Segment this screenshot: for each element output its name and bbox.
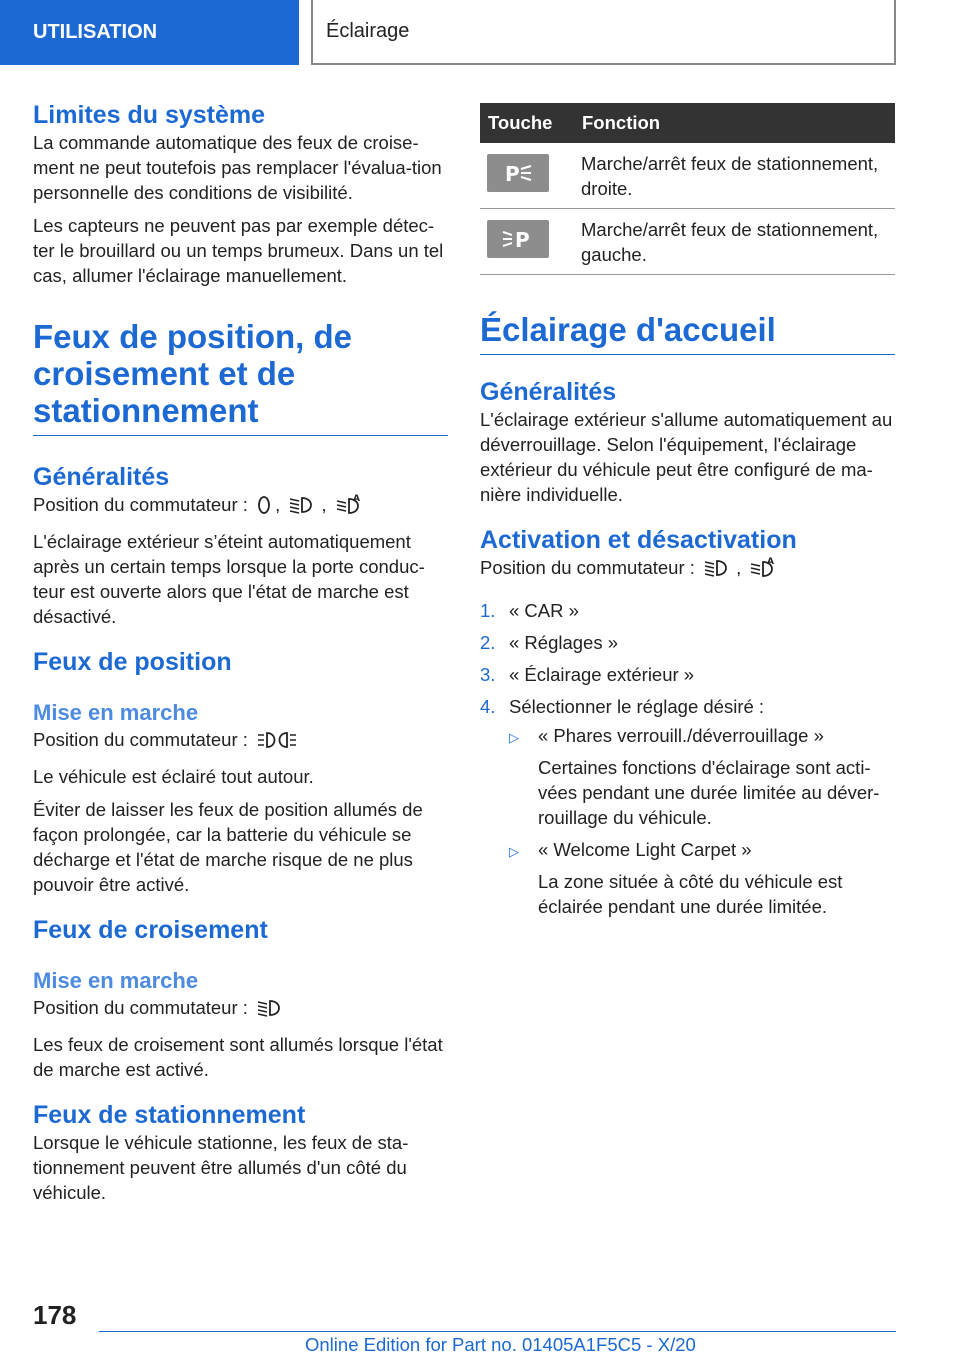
auto-light-icon	[335, 493, 365, 521]
welcome-general-title: Généralités	[480, 378, 617, 406]
page-number: 178	[33, 1300, 77, 1330]
svg-text:P: P	[515, 228, 530, 252]
table-cell-function: Marche/arrêt feux de stationnement, droite.	[574, 143, 895, 209]
low-beam-paragraph: Les feux de croisement sont allumés lorsque l'état de marche est activé.	[33, 1034, 443, 1080]
low-beam-switch-line	[33, 995, 448, 1024]
footer-divider	[99, 1331, 896, 1332]
table-header-row	[480, 103, 895, 143]
activation-switch-label: Position du commutateur :	[480, 557, 695, 578]
auto-light-icon	[749, 556, 779, 584]
position-lights-icon	[256, 730, 298, 756]
chapter-label: Éclairage	[326, 20, 410, 42]
parking-light-right-icon	[487, 154, 549, 192]
low-beam-switch-on-title: Mise en marche	[33, 968, 199, 993]
general-title: Généralités	[33, 463, 170, 491]
general-switch-label: Position du commutateur :	[33, 494, 248, 515]
left-column	[33, 100, 448, 1205]
system-limits-p2: Les capteurs ne peuvent pas par exemple détec-ter le brouillard ou un temps brumeux. Dans un tel cas, allumer l'éclairage manuellement.	[33, 215, 444, 286]
general-paragraph: L'éclairage extérieur s’éteint automatiquement après un certain temps lorsque la porte conduc-teur est ouverte alors que l'état de marche est désactivé.	[33, 531, 425, 627]
low-beam-switch-label: Position du commutateur :	[33, 997, 248, 1018]
right-column	[480, 103, 895, 933]
position-switch-label: Position du commutateur :	[33, 729, 248, 750]
system-limits-title: Limites du système	[33, 101, 266, 129]
parking-light-left-icon	[487, 220, 549, 258]
edition-note: Online Edition for Part no. 01405A1F5C5 - X/20	[305, 1334, 696, 1355]
section-tab	[0, 0, 299, 65]
steps-list	[480, 598, 895, 926]
position-paragraph-1: Le véhicule est éclairé tout autour.	[33, 766, 314, 787]
parking-lights-title: Feux de stationnement	[33, 1101, 306, 1129]
chapter-tab	[311, 0, 896, 65]
triangle-bullet-icon: ▷	[509, 730, 519, 745]
triangle-bullet-icon: ▷	[509, 844, 519, 859]
list-item: 3. « Éclairage extérieur »	[480, 664, 695, 685]
position-switch-on-title: Mise en marche	[33, 700, 199, 725]
svg-text:A: A	[352, 494, 360, 504]
list-item: ▷ « Phares verrouill./déverrouillage » Certaines fonctions d'éclairage sont acti-vées pendant une durée limitée au déver-rouillage du véhicule.	[509, 725, 880, 828]
list-item: 2. « Réglages »	[480, 632, 619, 653]
low-beam-switch-icon	[256, 998, 286, 1024]
table-cell-function: Marche/arrêt feux de stationnement, gauche.	[574, 209, 895, 275]
parking-lights-paragraph: Lorsque le véhicule stationne, les feux de sta-tionnement peuvent être allumés d'un côté du véhicule.	[33, 1132, 409, 1203]
low-beam-icon	[288, 495, 318, 521]
low-beam-icon	[703, 558, 733, 584]
activation-title: Activation et désactivation	[480, 526, 797, 554]
table-header-function: Fonction	[574, 103, 895, 143]
table-header-key: Touche	[480, 103, 574, 143]
sub-options-list	[509, 723, 895, 926]
low-beam-title: Feux de croisement	[33, 916, 268, 944]
list-item: 4. Sélectionner le réglage désiré : ▷ « Phares verrouill./déverrouillage » Certaines fonctions d'éclairage sont acti-vées pendant une durée limitée au déver-rouillage du véhicule. ▷ « Welcome Light Carpet » La zone située à côté du véhicule est éclairée pendant une durée limitée.	[480, 694, 895, 926]
table-row	[480, 143, 895, 209]
general-switch-line: Position du commutateur : , , A	[33, 492, 448, 521]
lights-section-title: Feux de position, de croisement et de stationnement	[33, 318, 448, 436]
light-off-icon	[256, 495, 272, 521]
svg-text:P: P	[505, 162, 520, 186]
welcome-light-section-title: Éclairage d'accueil	[480, 311, 895, 355]
position-switch-line	[33, 727, 448, 756]
key-function-table	[480, 103, 895, 275]
svg-text:A: A	[767, 557, 775, 567]
list-item: ▷ « Welcome Light Carpet » La zone située à côté du véhicule est éclairée pendant une durée limitée.	[509, 839, 843, 917]
welcome-general-paragraph: L'éclairage extérieur s'allume automatiquement au déverrouillage. Selon l'équipement, l'éclairage extérieur du véhicule peut être configuré de ma-nière individuelle.	[480, 409, 893, 505]
list-item: 1. « CAR »	[480, 600, 579, 621]
position-paragraph-2: Éviter de laisser les feux de position allumés de façon prolongée, car la batterie du véhicule se décharge et l'état de marche risque de ne plus pouvoir être activé.	[33, 799, 423, 895]
system-limits-p1: La commande automatique des feux de croise-ment ne peut toutefois pas remplacer l'évalua-tion personnelle des conditions de visibilité.	[33, 132, 442, 203]
activation-switch-line: Position du commutateur : , A	[480, 555, 895, 584]
section-label: UTILISATION	[33, 21, 158, 43]
position-lights-title: Feux de position	[33, 648, 232, 676]
table-row	[480, 209, 895, 275]
